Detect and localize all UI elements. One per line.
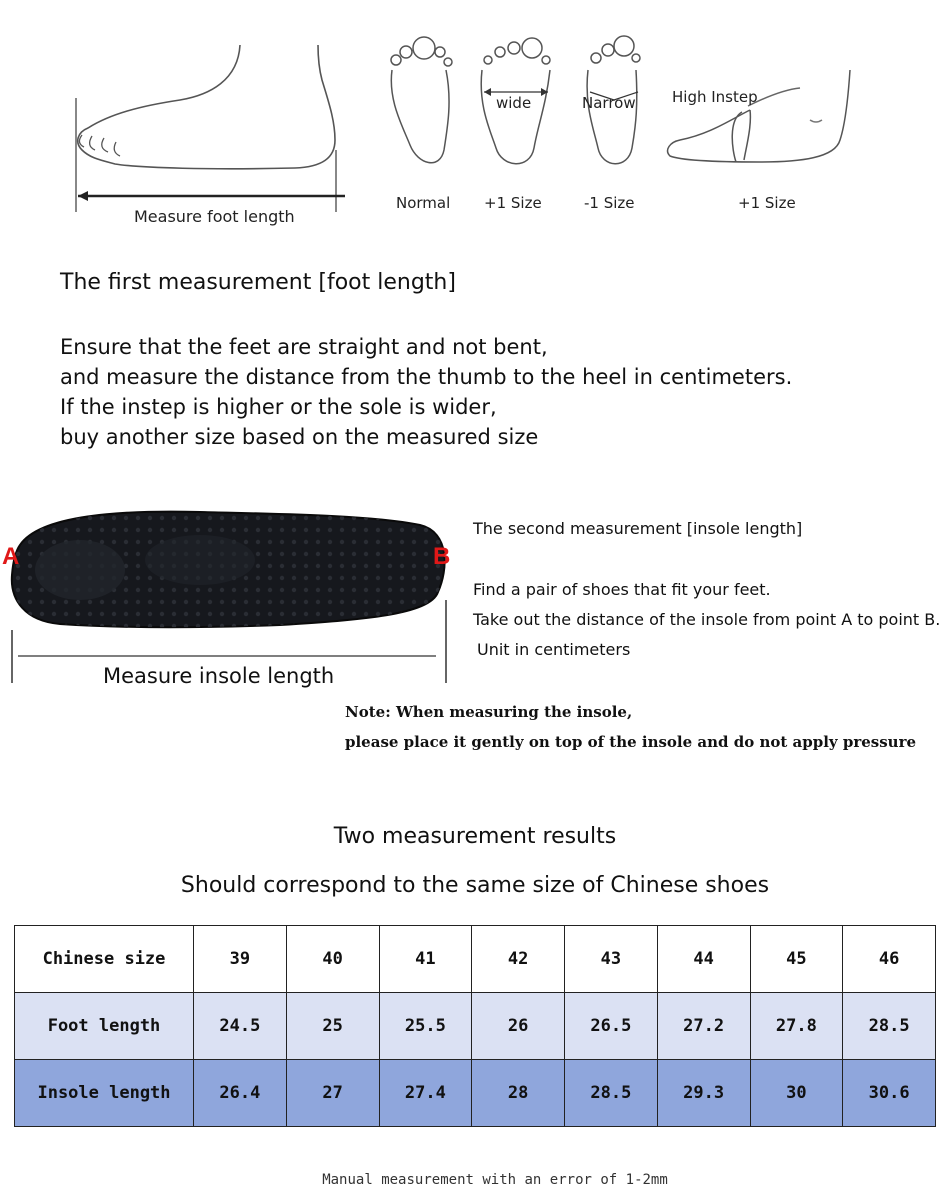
insole-instruction-line: Unit in centimeters [477,640,631,659]
table-cell: 29.3 [657,1060,750,1127]
table-cell: 30 [750,1060,843,1127]
normal-foot-icon [391,37,452,163]
table-cell: 27.8 [750,993,843,1060]
normal-label: Normal [396,194,451,212]
wide-label: wide [496,94,532,112]
table-cell: 26.4 [194,1060,287,1127]
table-cell: 28 [472,1060,565,1127]
table-cell: 26 [472,993,565,1060]
table-cell: 27 [286,1060,379,1127]
high-instep-label: High Instep [672,88,758,106]
instruction-line: If the instep is higher or the sole is wider, [60,395,497,419]
table-cell: 27.2 [657,993,750,1060]
table-row [15,993,936,1060]
narrow-size-label: -1 Size [584,194,635,212]
instruction-line: buy another size based on the measured size [60,425,539,449]
table-cell: 27.4 [379,1060,472,1127]
results-title: Two measurement results [333,824,617,849]
results-subtitle: Should correspond to the same size of Chinese shoes [180,873,770,898]
second-measurement-title: The second measurement [insole length] [473,519,803,538]
high-instep-foot-icon [668,70,850,162]
table-cell: 46 [843,926,936,993]
size-table [14,925,936,1127]
row-header: Insole length [15,1060,194,1127]
point-b-marker: B [433,543,451,570]
insole-caption: Measure insole length [103,664,335,688]
instruction-line: and measure the distance from the thumb to the heel in centimeters. [60,365,793,389]
narrow-label: Narrow [582,94,636,112]
table-cell: 40 [286,926,379,993]
row-header: Foot length [15,993,194,1060]
footnote: Manual measurement with an error of 1-2mm [322,1172,668,1188]
insole-diagram [0,500,460,690]
table-cell: 24.5 [194,993,287,1060]
insole-note-line: please place it gently on top of the insole and do not apply pressure [345,733,917,751]
table-cell: 25.5 [379,993,472,1060]
row-header: Chinese size [15,926,194,993]
table-cell: 42 [472,926,565,993]
table-cell: 44 [657,926,750,993]
insole-instruction-line: Take out the distance of the insole from point A to point B. [473,610,941,629]
table-row [15,1060,936,1127]
point-a-marker: A [2,543,20,570]
first-measurement-title: The first measurement [foot length] [60,270,456,295]
foot-outline [78,45,335,169]
table-cell: 39 [194,926,287,993]
table-cell: 25 [286,993,379,1060]
table-cell: 26.5 [565,993,658,1060]
wide-size-label: +1 Size [484,194,542,212]
table-cell: 30.6 [843,1060,936,1127]
instruction-line: Ensure that the feet are straight and not bent, [60,335,548,359]
table-cell: 41 [379,926,472,993]
table-cell: 43 [565,926,658,993]
high-instep-size-label: +1 Size [738,194,796,212]
measure-foot-length-label: Measure foot length [134,207,295,226]
table-cell: 28.5 [565,1060,658,1127]
table-cell: 45 [750,926,843,993]
table-cell: 28.5 [843,993,936,1060]
table-row [15,926,936,993]
insole-note-line: Note: When measuring the insole, [345,703,633,721]
insole-instruction-line: Find a pair of shoes that fit your feet. [473,580,771,599]
first-measurement-instructions [60,332,792,452]
